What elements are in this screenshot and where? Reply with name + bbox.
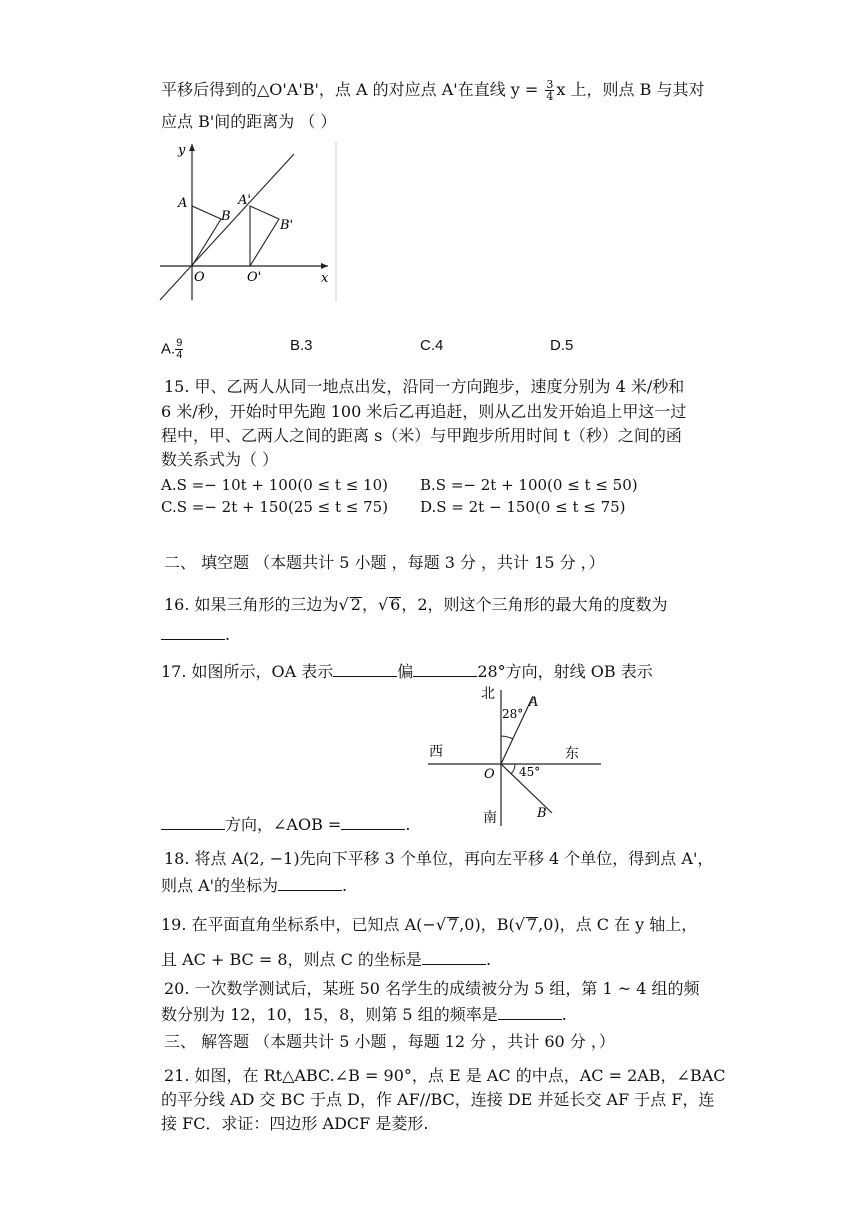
q21-line2: 的平分线 AD 交 BC 于点 D，作 AF//BC，连接 DE 并延长交 AF 于点 F，连	[161, 1090, 715, 1109]
q14-label-O: O	[194, 270, 205, 285]
section-3-heading: 三、 解答题 （本题共计 5 小题 ，每题 12 分 ，共计 60 分 ，）	[164, 1032, 615, 1051]
q19-line1: 19. 在平面直角坐标系中，已知点 A(−√ 7,0)，B(√ 7,0)，点 C 在 y 轴上，	[161, 915, 698, 934]
q14-label-x: x	[321, 271, 329, 286]
q16-answer-blank[interactable]	[161, 625, 225, 640]
q17-line1: 17. 如图所示，OA 表示 偏 28°方向，射线 OB 表示	[161, 662, 653, 681]
q17-line2: 方向，∠AOB = .	[161, 815, 410, 833]
q19-line2: 且 AC + BC = 8，则点 C 的坐标是 .	[161, 950, 492, 969]
q14-option-a: A. $\frac{9}{4}$	[161, 337, 183, 361]
q17-blank-3[interactable]	[161, 815, 225, 830]
fraction-3-4: $\frac{3}{4}$	[546, 78, 554, 103]
q17-label-O: O	[484, 767, 495, 782]
q17-figure	[425, 684, 605, 829]
q17-blank-2[interactable]	[413, 662, 477, 677]
section-2-heading: 二、 填空题 （本题共计 5 小题 ，每题 3 分 ，共计 15 分 ，）	[164, 553, 605, 572]
q17-label-28: 28°	[502, 707, 524, 721]
q17-label-east: 东	[565, 746, 579, 762]
q21-line3: 接 FC．求证：四边形 ADCF 是菱形.	[161, 1114, 429, 1133]
q17-blank-4[interactable]	[341, 815, 405, 830]
q17-label-west: 西	[429, 744, 443, 760]
q18-line1: 18. 将点 A(2, −1)先向下平移 3 个单位，再向左平移 4 个单位，得到点 A'，	[164, 849, 714, 868]
q15-option-a: A.S =− 10t + 100(0 ≤ t ≤ 10)	[161, 476, 388, 494]
q16-line1: 16. 如果三角形的三边为√ 2，√ 6，2，则这个三角形的最大角的度数为	[164, 595, 668, 614]
q15-option-d: D.S = 2t − 150(0 ≤ t ≤ 75)	[420, 498, 626, 516]
q15-option-c: C.S =− 2t + 150(25 ≤ t ≤ 75)	[161, 498, 389, 516]
q14-label-O-prime: O'	[247, 270, 262, 285]
q15-line2: 6 米/秒，开始时甲先跑 100 米后乙再追赶，则从乙出发开始追上甲这一过	[161, 402, 687, 421]
q16-line2: .	[161, 625, 230, 643]
q18-answer-blank[interactable]	[278, 876, 342, 891]
q17-label-A: A	[529, 695, 539, 710]
q17-label-north: 北	[481, 686, 495, 702]
q14-label-A-prime: A'	[238, 193, 251, 208]
q14-label-A: A	[178, 196, 188, 211]
q15-line3: 程中，甲、乙两人之间的距离 s（米）与甲跑步所用时间 t（秒）之间的函	[161, 426, 682, 445]
q15-option-b: B.S =− 2t + 100(0 ≤ t ≤ 50)	[420, 476, 638, 494]
q19-answer-blank[interactable]	[422, 950, 486, 965]
q17-label-B: B	[537, 806, 547, 821]
q14-label-B-prime: B'	[280, 218, 294, 233]
q14-label-B: B	[221, 209, 231, 224]
q14-option-d: D.5	[550, 337, 574, 354]
q18-line2: 则点 A'的坐标为 .	[161, 876, 348, 895]
q14-option-c: C.4	[420, 337, 444, 354]
q17-label-south: 南	[483, 810, 497, 826]
q14-line2: 应点 B'间的距离为 （ ）	[161, 112, 337, 131]
q17-label-45: 45°	[519, 765, 541, 779]
q14-label-y: y	[178, 143, 186, 158]
q17-blank-1[interactable]	[333, 662, 397, 677]
q20-line1: 20. 一次数学测试后，某班 50 名学生的成绩被分为 5 组，第 1 ~ 4 组的频	[164, 979, 700, 998]
q14-figure	[158, 140, 338, 305]
q15-line1: 15. 甲、乙两人从同一地点出发，沿同一方向跑步，速度分别为 4 米/秒和	[164, 377, 685, 396]
q14-option-b: B.3	[290, 337, 313, 354]
q20-line2: 数分别为 12，10，15，8，则第 5 组的频率是 .	[161, 1005, 567, 1024]
q21-line1: 21. 如图，在 Rt△ABC.∠B = 90°，点 E 是 AC 的中点，AC = 2AB，∠BAC	[164, 1066, 726, 1085]
q14-line1: 平移后得到的△O'A'B'，点 A 的对应点 A'在直线 y = $\frac{3}{4}$ x 上，则点 B 与其对	[161, 78, 705, 103]
q15-line4: 数关系式为（ ）	[161, 450, 279, 469]
q20-answer-blank[interactable]	[498, 1005, 562, 1020]
